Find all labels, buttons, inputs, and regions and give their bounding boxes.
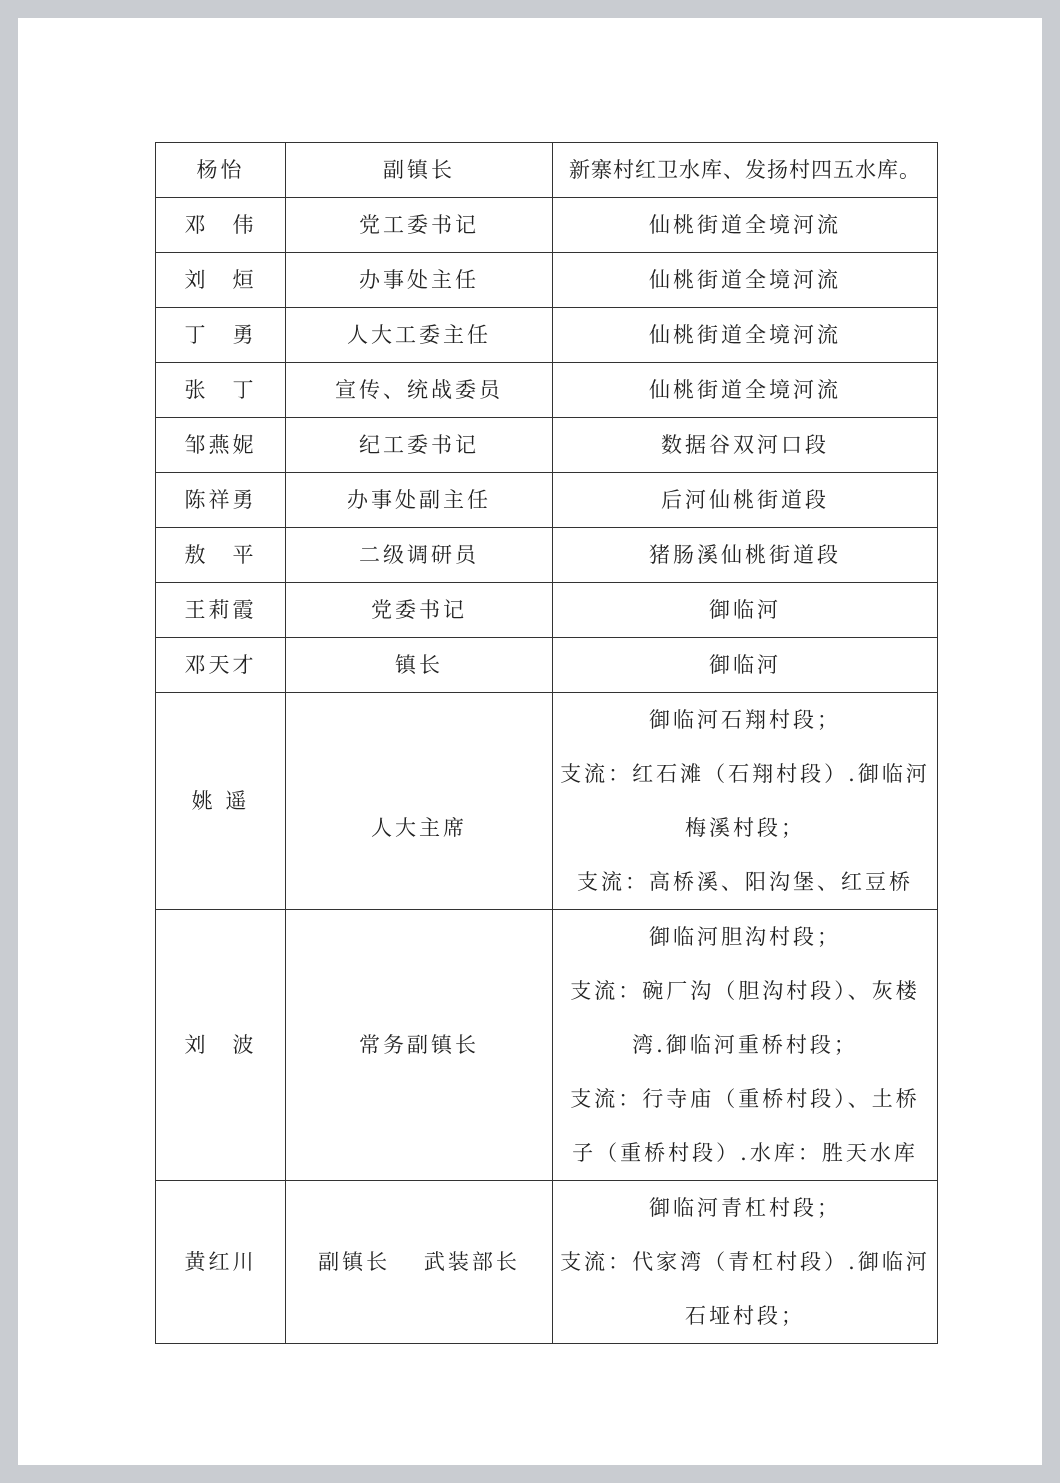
role-cell: 人大工委主任 xyxy=(286,308,553,363)
table-row xyxy=(156,143,938,198)
table-row xyxy=(156,693,938,910)
area-cell: 御临河 xyxy=(553,638,938,693)
table-row xyxy=(156,473,938,528)
role-cell: 常务副镇长 xyxy=(286,910,553,1181)
name-cell: 陈祥勇 xyxy=(156,473,286,528)
table-row xyxy=(156,253,938,308)
role-cell: 办事处副主任 xyxy=(286,473,553,528)
name-cell: 刘 波 xyxy=(156,910,286,1181)
role-cell: 二级调研员 xyxy=(286,528,553,583)
area-cell xyxy=(553,693,938,910)
area-line: 御临河胆沟村段； xyxy=(649,925,841,949)
area-line: 新寨村红卫水库、发扬村四五水库。 xyxy=(569,158,921,182)
name-cell: 敖 平 xyxy=(156,528,286,583)
role-cell: 副镇长 xyxy=(286,143,553,198)
table-row xyxy=(156,308,938,363)
table-row xyxy=(156,583,938,638)
role-cell: 办事处主任 xyxy=(286,253,553,308)
area-line: 御临河青杠村段； xyxy=(649,1196,841,1220)
area-cell: 仙桃街道全境河流 xyxy=(553,308,938,363)
name-cell: 丁 勇 xyxy=(156,308,286,363)
table-row xyxy=(156,638,938,693)
name-cell: 杨怡 xyxy=(156,143,286,198)
role-cell: 党工委书记 xyxy=(286,198,553,253)
area-line: 湾.御临河重桥村段； xyxy=(632,1033,858,1057)
area-cell: 仙桃街道全境河流 xyxy=(553,253,938,308)
table-row xyxy=(156,910,938,1181)
area-line: 支流：代家湾（青杠村段）.御临河 xyxy=(560,1250,930,1274)
name-cell: 邓天才 xyxy=(156,638,286,693)
area-cell: 仙桃街道全境河流 xyxy=(553,363,938,418)
role-cell: 宣传、统战委员 xyxy=(286,363,553,418)
area-cell: 仙桃街道全境河流 xyxy=(553,198,938,253)
role-cell: 副镇长 武装部长 xyxy=(286,1181,553,1344)
area-line: 支流：红石滩（石翔村段）.御临河 xyxy=(560,762,930,786)
role-cell: 党委书记 xyxy=(286,583,553,638)
area-cell: 后河仙桃街道段 xyxy=(553,473,938,528)
area-line: 子（重桥村段）.水库：胜天水库 xyxy=(572,1141,918,1165)
name-cell: 王莉霞 xyxy=(156,583,286,638)
area-line: 梅溪村段； xyxy=(685,816,805,840)
name-cell: 邓 伟 xyxy=(156,198,286,253)
area-line: 支流：行寺庙（重桥村段）、土桥 xyxy=(570,1087,920,1111)
area-cell: 御临河 xyxy=(553,583,938,638)
table-row xyxy=(156,418,938,473)
area-cell: 猪肠溪仙桃街道段 xyxy=(553,528,938,583)
area-cell xyxy=(553,143,938,198)
table-row xyxy=(156,528,938,583)
name-cell: 邹燕妮 xyxy=(156,418,286,473)
document-page xyxy=(18,18,1042,1465)
name-cell: 刘 烜 xyxy=(156,253,286,308)
area-cell: 数据谷双河口段 xyxy=(553,418,938,473)
name-cell: 张 丁 xyxy=(156,363,286,418)
role-cell xyxy=(286,693,553,910)
table-row xyxy=(156,363,938,418)
area-line: 御临河石翔村段； xyxy=(649,708,841,732)
role-cell: 镇长 xyxy=(286,638,553,693)
area-cell xyxy=(553,910,938,1181)
table-row xyxy=(156,198,938,253)
role-text: 人大主席 xyxy=(371,816,467,840)
role-cell: 纪工委书记 xyxy=(286,418,553,473)
area-line: 石垭村段； xyxy=(685,1304,805,1328)
name-cell: 姚 遥 xyxy=(156,693,286,910)
name-cell: 黄红川 xyxy=(156,1181,286,1344)
river-chief-table xyxy=(155,142,938,1344)
area-line: 支流：碗厂沟（胆沟村段）、灰楼 xyxy=(570,979,920,1003)
area-line: 支流：高桥溪、阳沟堡、红豆桥 xyxy=(577,870,913,894)
area-cell xyxy=(553,1181,938,1344)
table-row xyxy=(156,1181,938,1344)
